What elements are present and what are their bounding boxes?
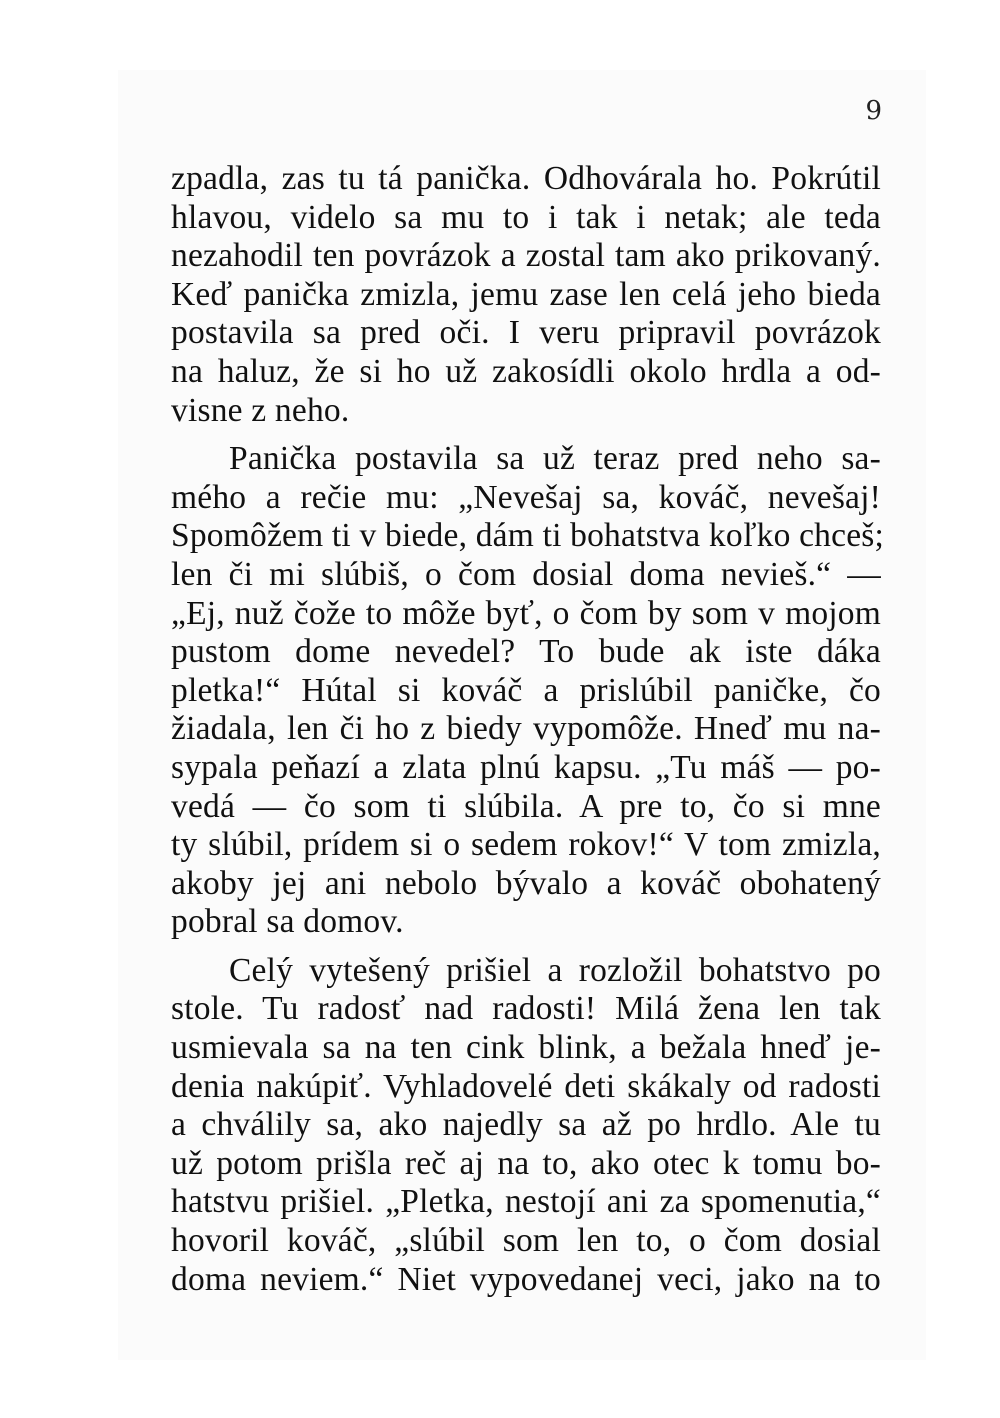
- text-line: postavila sa pred oči. I veru pripravil povrázok: [171, 314, 881, 352]
- text-line: zpadla, zas tu tá panička. Odhovárala ho. Pokrútil: [171, 160, 881, 197]
- text-line: doma neviem.“ Niet vypovedanej veci, jako na to: [171, 1260, 881, 1298]
- text-line: mého a rečie mu: „Nevešaj sa, kováč, nevešaj!: [171, 478, 881, 516]
- text-line: usmievala sa na ten cink blink, a bežala hneď je-: [171, 1029, 881, 1067]
- text-line: pustom dome nevedel? To bude ak iste dáka: [171, 633, 881, 671]
- page-number: 9: [865, 96, 882, 126]
- text-line: hatstvu prišiel. „Pletka, nestojí ani za spomenutia,“: [171, 1183, 881, 1221]
- text-line: na haluz, že si ho už zakosídli okolo hrdla a od-: [171, 352, 881, 390]
- text-line: hlavou, videlo sa mu to i tak i netak; ale teda: [171, 198, 881, 236]
- text-line: žiadala, len či ho z biedy vypomôže. Hneď mu na-: [171, 710, 881, 748]
- text-line: len či mi slúbiš, o čom dosial doma nevieš.“ —: [171, 555, 881, 593]
- paragraph-3: [171, 952, 881, 1299]
- text-line: Keď panička zmizla, jemu zase len celá jeho bieda: [171, 275, 881, 313]
- paragraph-1: [171, 160, 881, 430]
- body-text: [171, 160, 885, 1299]
- text-line: „Ej, nuž čože to môže byť, o čom by som v mojom: [171, 594, 881, 632]
- text-line: pobral sa domov.: [171, 903, 404, 941]
- text-line: Celý vytešený prišiel a rozložil bohatstvo po: [229, 951, 881, 989]
- text-line: a chválily sa, ako najedly sa až po hrdlo. Ale tu: [171, 1106, 881, 1144]
- text-line: ty slúbil, prídem si o sedem rokov!“ V tom zmizla,: [171, 826, 881, 864]
- text-line: pletka!“ Hútal si kováč a prislúbil paničke, čo: [171, 671, 881, 709]
- text-line: akoby jej ani nebolo bývalo a kováč obohatený: [171, 864, 881, 902]
- text-line: stole. Tu radosť nad radosti! Milá žena len tak: [171, 990, 881, 1028]
- text-line: visne z neho.: [171, 391, 350, 429]
- text-line: sypala peňazí a zlata plnú kapsu. „Tu máš — po-: [171, 748, 881, 786]
- paragraph-2: [171, 440, 885, 942]
- text-line: Panička postavila sa už teraz pred neho sa-: [229, 440, 881, 478]
- text-line: denia nakúpiť. Vyhladovelé deti skákaly od radosti: [171, 1067, 881, 1105]
- text-line: vedá — čo som ti slúbila. A pre to, čo si mne: [171, 787, 881, 825]
- text-line: Spomôžem ti v biede, dám ti bohatstva koľko chceš;: [171, 517, 885, 555]
- text-line: hovoril kováč, „slúbil som len to, o čom dosial: [171, 1222, 881, 1260]
- text-line: nezahodil ten povrázok a zostal tam ako prikovaný.: [171, 237, 881, 275]
- text-line: už potom prišla reč aj na to, ako otec k tomu bo-: [171, 1144, 881, 1182]
